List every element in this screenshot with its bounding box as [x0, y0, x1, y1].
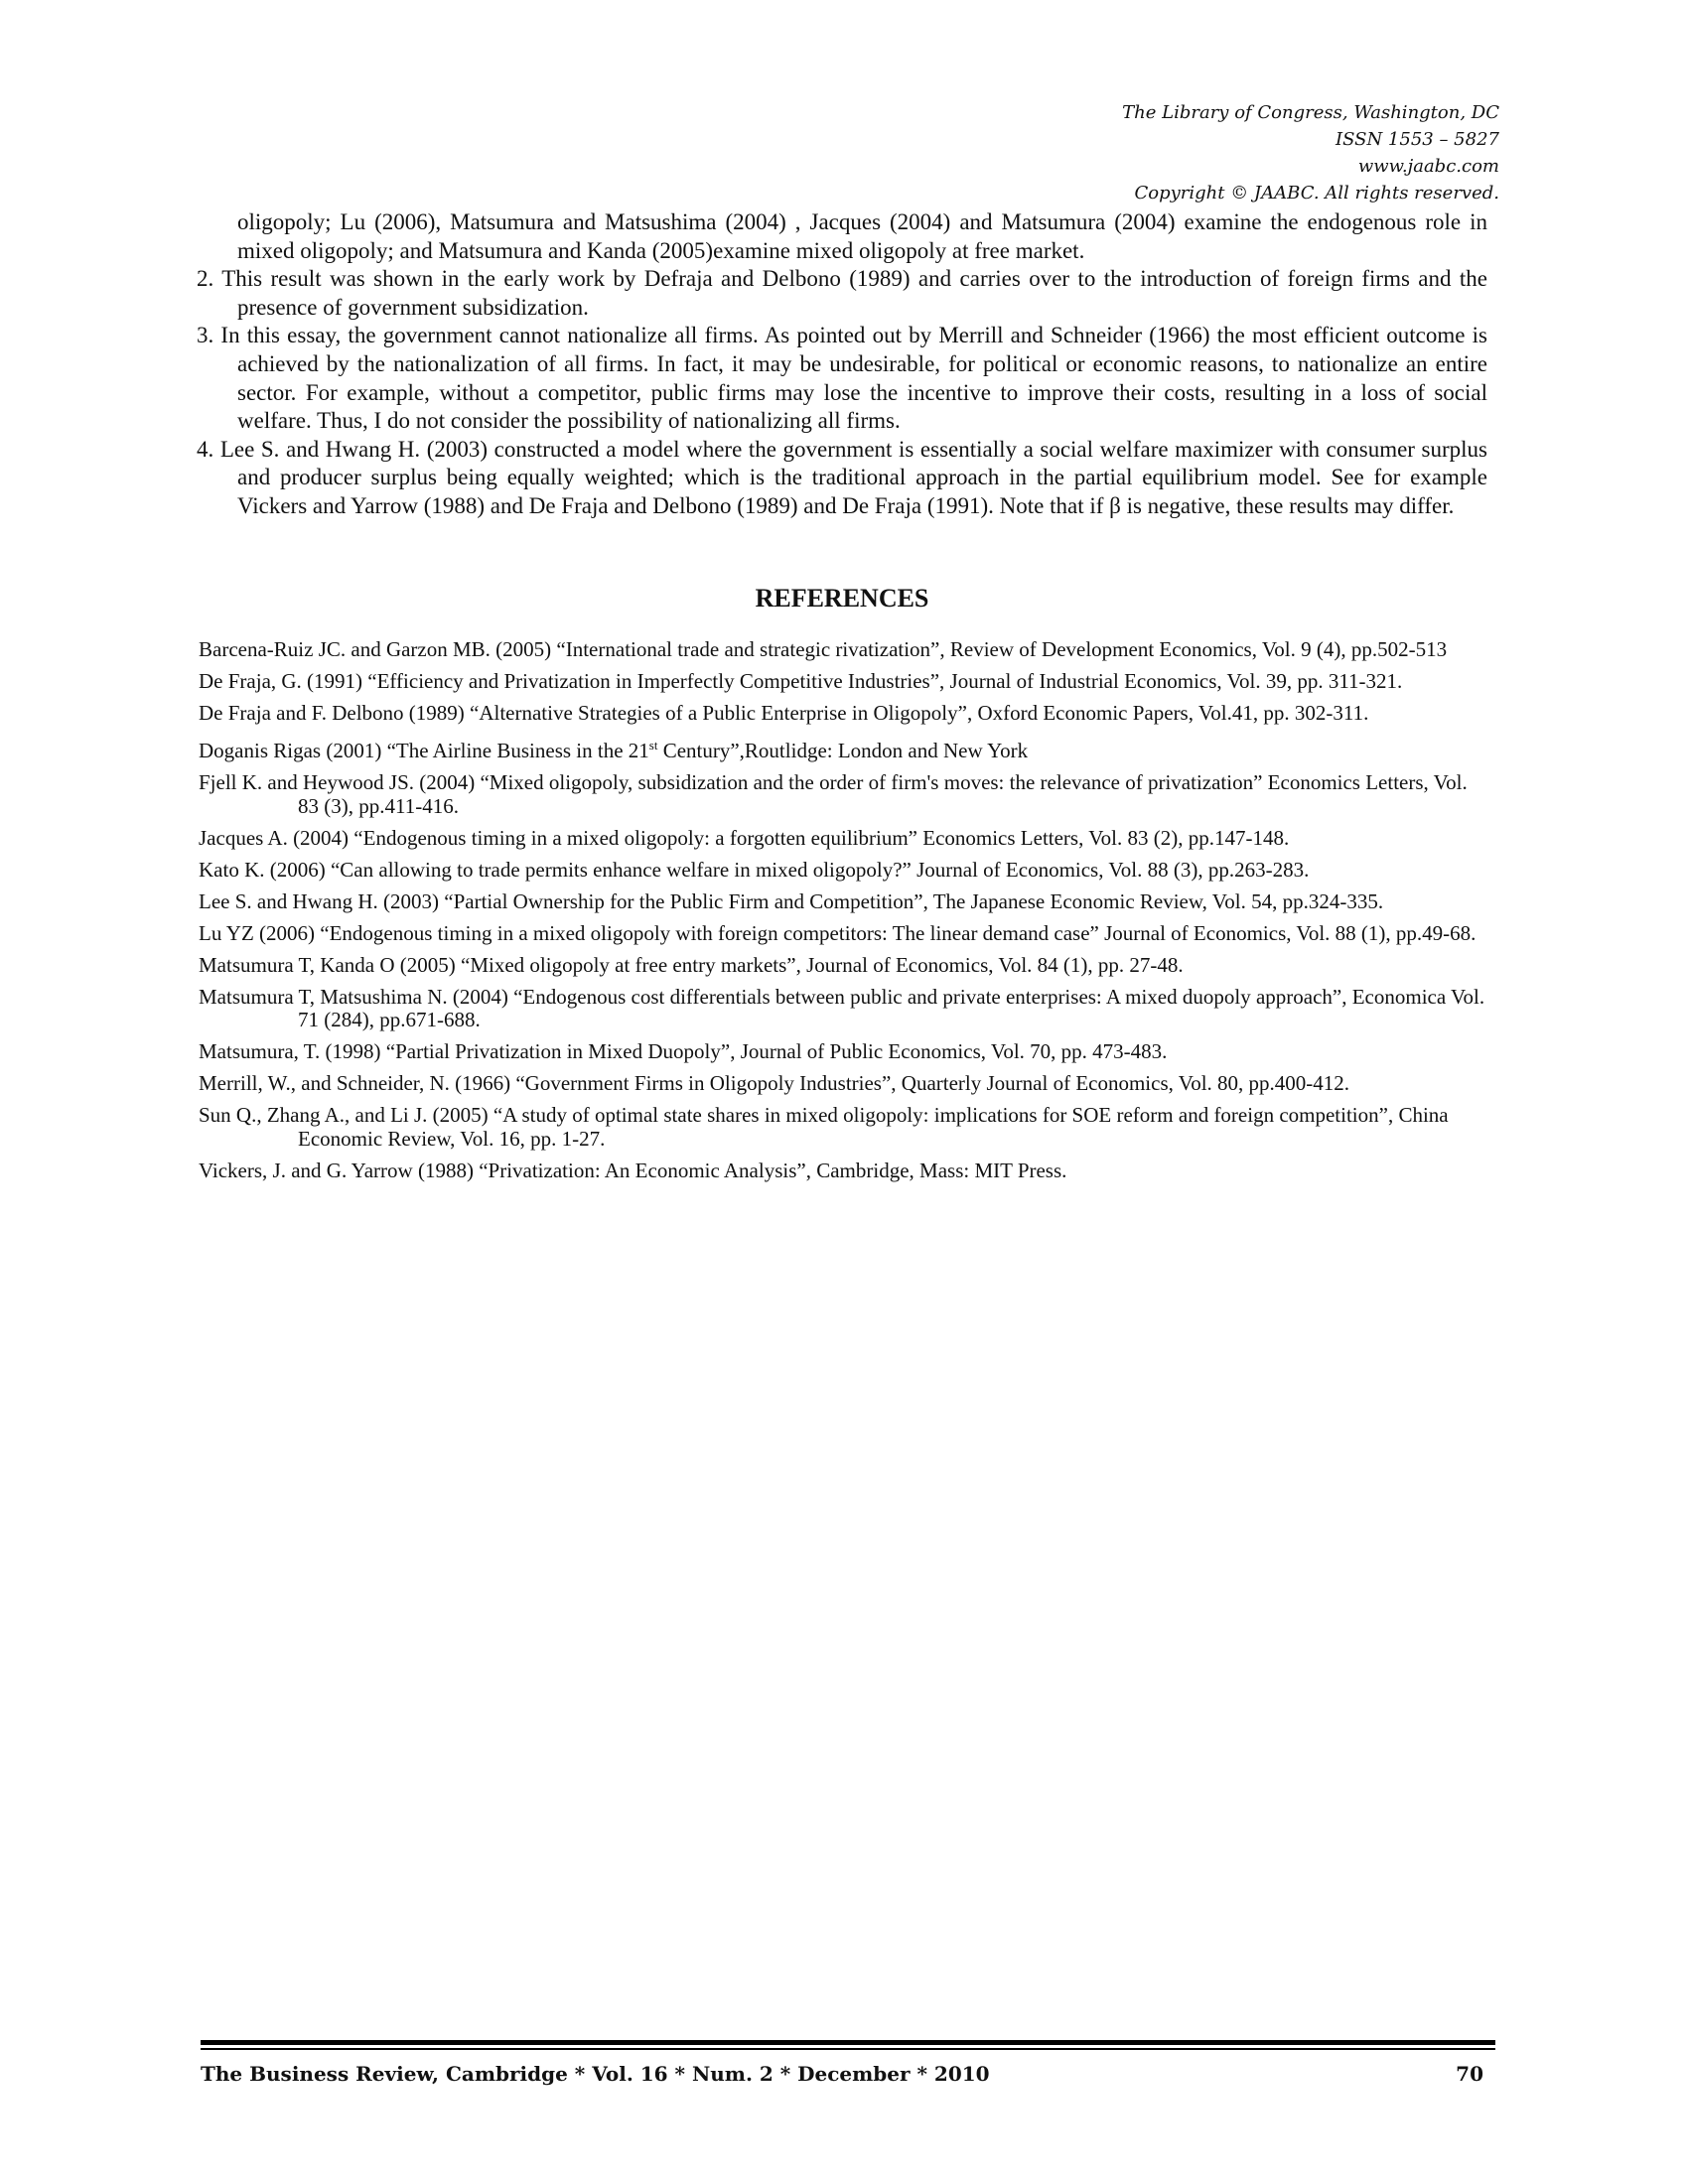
footer-rule-thin [201, 2048, 1495, 2050]
reference-text: Doganis Rigas (2001) “The Airline Business in the 21 [199, 739, 649, 762]
reference-item: Barcena-Ruiz JC. and Garzon MB. (2005) “International trade and strategic rivatization”, Review of Development Economics, Vol. 9 (4), pp.502-513 [199, 637, 1448, 661]
reference-item: Lu YZ (2006) “Endogenous timing in a mixed oligopoly with foreign competitors: The linear demand case” Journal of Economics, Vol. 88 (1), pp.49-68. [199, 920, 1477, 945]
header-website: www.jaabc.com [1357, 156, 1499, 177]
endnotes [197, 208, 1487, 521]
page-number: 70 [1456, 2062, 1483, 2086]
reference-item: Sun Q., Zhang A., and Li J. (2005) “A study of optimal state shares in mixed oligopoly: implications for SOE reform and foreign competition”, China Economic Review, Vol. 16, pp. 1-27. [199, 1103, 1449, 1151]
reference-item: Fjell K. and Heywood JS. (2004) “Mixed oligopoly, subsidization and the order of firm's moves: the relevance of privatization” Economics Letters, Vol. 83 (3), pp.411-416. [199, 770, 1468, 818]
reference-superscript: st [648, 738, 658, 752]
reference-item: Lee S. and Hwang H. (2003) “Partial Ownership for the Public Firm and Competition”, The Japanese Economic Review, Vol. 54, pp.324-335. [199, 888, 1384, 913]
header-copyright: Copyright © JAABC. All rights reserved. [1134, 183, 1499, 204]
reference-text: Century”,Routlidge: London and New York [657, 739, 1029, 762]
reference-item: De Fraja and F. Delbono (1989) “Alternative Strategies of a Public Enterprise in Oligopoly”, Oxford Economic Papers, Vol.41, pp. 302-311. [199, 701, 1369, 725]
reference-item: Matsumura T, Kanda O (2005) “Mixed oligopoly at free entry markets”, Journal of Economics, Vol. 84 (1), pp. 27-48. [199, 952, 1184, 977]
reference-item-doganis [199, 734, 1489, 763]
footer-journal: The Business Review, Cambridge * Vol. 16 * Num. 2 * December * 2010 [201, 2062, 990, 2086]
references-heading: REFERENCES [755, 584, 929, 613]
running-header [804, 99, 1499, 206]
reference-item: Matsumura T, Matsushima N. (2004) “Endogenous cost differentials between public and private enterprises: A mixed duopoly approach”, Economica Vol. 71 (284), pp.671-688. [199, 984, 1485, 1031]
endnote-4: 4. Lee S. and Hwang H. (2003) constructed a model where the government is essentially a social welfare maximizer with consumer surplus and producer surplus being equally weighted; which is the traditional approach in the partial equilibrium model. See for example Vickers and Yarrow (1988) and De Fraja and Delbono (1989) and De Fraja (1991). Note that if β is negative, these results may differ. [197, 436, 1487, 518]
reference-item: Kato K. (2006) “Can allowing to trade permits enhance welfare in mixed oligopoly?” Journal of Economics, Vol. 88 (3), pp.263-283. [199, 857, 1310, 882]
header-issn: ISSN 1553 – 5827 [1336, 129, 1499, 150]
reference-item: Jacques A. (2004) “Endogenous timing in a mixed oligopoly: a forgotten equilibrium” Economics Letters, Vol. 83 (2), pp.147-148. [199, 825, 1290, 850]
endnote-3: 3. In this essay, the government cannot nationalize all firms. As pointed out by Merrill and Schneider (1966) the most efficient outcome is achieved by the nationalization of all firms. In fact, it may be undesirable, for political or economic reasons, to nationalize an entire sector. For example, without a competitor, public firms may lose the incentive to improve their costs, resulting in a loss of social welfare. Thus, I do not consider the possibility of nationalizing all firms. [197, 323, 1487, 434]
reference-item: Merrill, W., and Schneider, N. (1966) “Government Firms in Oligopoly Industries”, Quarterly Journal of Economics, Vol. 80, pp.400-412. [199, 1071, 1350, 1095]
reference-item: De Fraja, G. (1991) “Efficiency and Privatization in Imperfectly Competitive Industries”, Journal of Industrial Economics, Vol. 39, pp. 311-321. [199, 669, 1403, 693]
endnote-continuation: oligopoly; Lu (2006), Matsumura and Matsushima (2004) , Jacques (2004) and Matsumura (2004) examine the endogenous role in mixed oligopoly; and Matsumura and Kanda (2005)examine mixed oligopoly at free market. [237, 209, 1487, 263]
reference-item: Vickers, J. and G. Yarrow (1988) “Privatization: An Economic Analysis”, Cambridge, Mass: MIT Press. [199, 1158, 1067, 1182]
header-library: The Library of Congress, Washington, DC [1122, 102, 1499, 123]
references-list [199, 638, 1489, 1191]
endnote-2: 2. This result was shown in the early work by Defraja and Delbono (1989) and carries over to the introduction of foreign firms and the presence of government subsidization. [197, 266, 1487, 320]
reference-item: Matsumura, T. (1998) “Partial Privatization in Mixed Duopoly”, Journal of Public Economics, Vol. 70, pp. 473-483. [199, 1039, 1168, 1063]
footer-rule [201, 2040, 1495, 2045]
